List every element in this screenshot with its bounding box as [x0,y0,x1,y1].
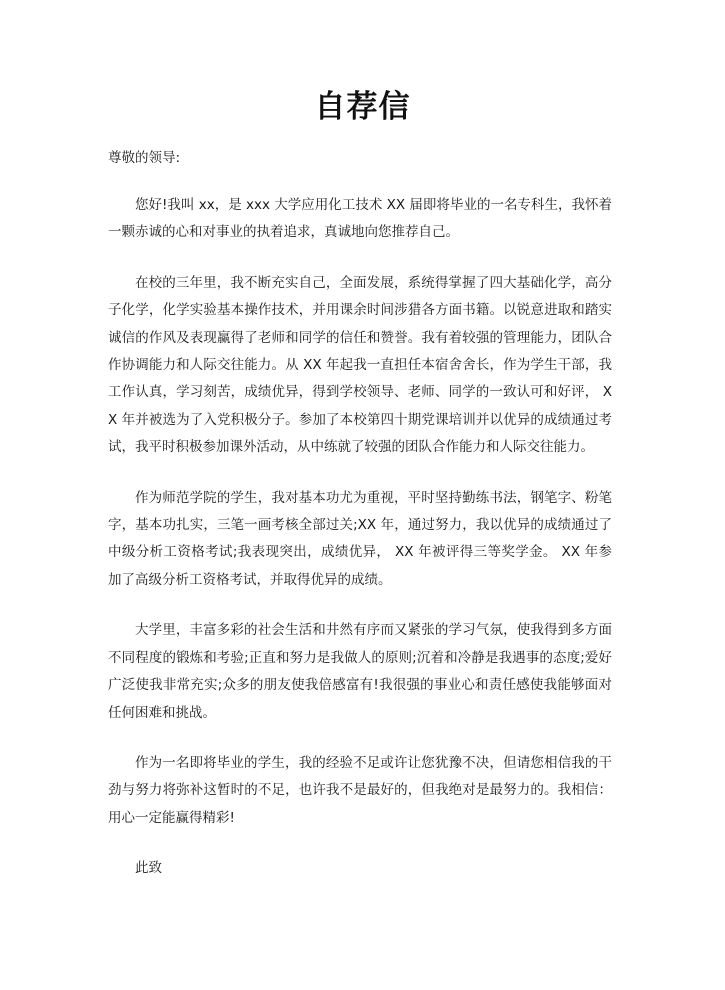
document-title: 自荐信 [314,89,411,125]
paragraph-university-life: 大学里，丰富多彩的社会生活和井然有序而又紧张的学习气氛，使我得到多方面不同程度的锻炼和考验;正直和努力是我做人的原则;沉着和冷静是我遇事的态度;爱好广泛使我非常充实;众多的朋友使我倍感富有!我很强的事业心和责任感使我能够面对任何困难和挑战。 [108,622,612,721]
paragraph-intro: 您好!我叫 xx，是 xxx 大学应用化工技术 XX 届即将毕业的一名专科生，我怀着一颗赤诚的心和对事业的执着追求，真诚地向您推荐自己。 [108,197,612,241]
paragraph-school-years: 在校的三年里，我不断充实自己，全面发展，系统得掌握了四大基础化学，高分子化学，化学实验基本操作技术，并用课余时间涉猎各方面书籍。以锐意进取和踏实诚信的作风及表现赢得了老师和同学的信任和赞誉。我有着较强的管理能力，团队合作协调能力和人际交往能力。从 XX 年起我一直担任本宿舍舍长，作为学生干部，我工作认真，学习刻苦，成绩优异，得到学校领导、老师、同学的一致认可和好评， XX 年并被选为了入党积极分子。参加了本校第四十期党课培训并以优异的成绩通过考试，我平时积极参加课外活动，从中练就了较强的团队合作能力和人际交往能力。 [108,274,612,456]
paragraph-conclusion: 作为一名即将毕业的学生，我的经验不足或许让您犹豫不决，但请您相信我的干劲与努力将弥补这暂时的不足，也许我不是最好的，但我绝对是最努力的。我相信：用心一定能赢得精彩! [108,754,612,826]
salutation: 尊敬的领导: [108,150,181,166]
paragraph-basic-skills: 作为师范学院的学生，我对基本功尤为重视，平时坚持勤练书法，钢笔字、粉笔字，基本功扎实，三笔一画考核全部过关;XX 年，通过努力，我以优异的成绩通过了中级分析工资格考试;我表现突出，成绩优异， XX 年被评得三等奖学金。 XX 年参加了高级分析工资格考试，并取得优异的成绩。 [108,489,612,588]
closing-text: 此致 [135,860,162,877]
letter-body [108,192,612,883]
